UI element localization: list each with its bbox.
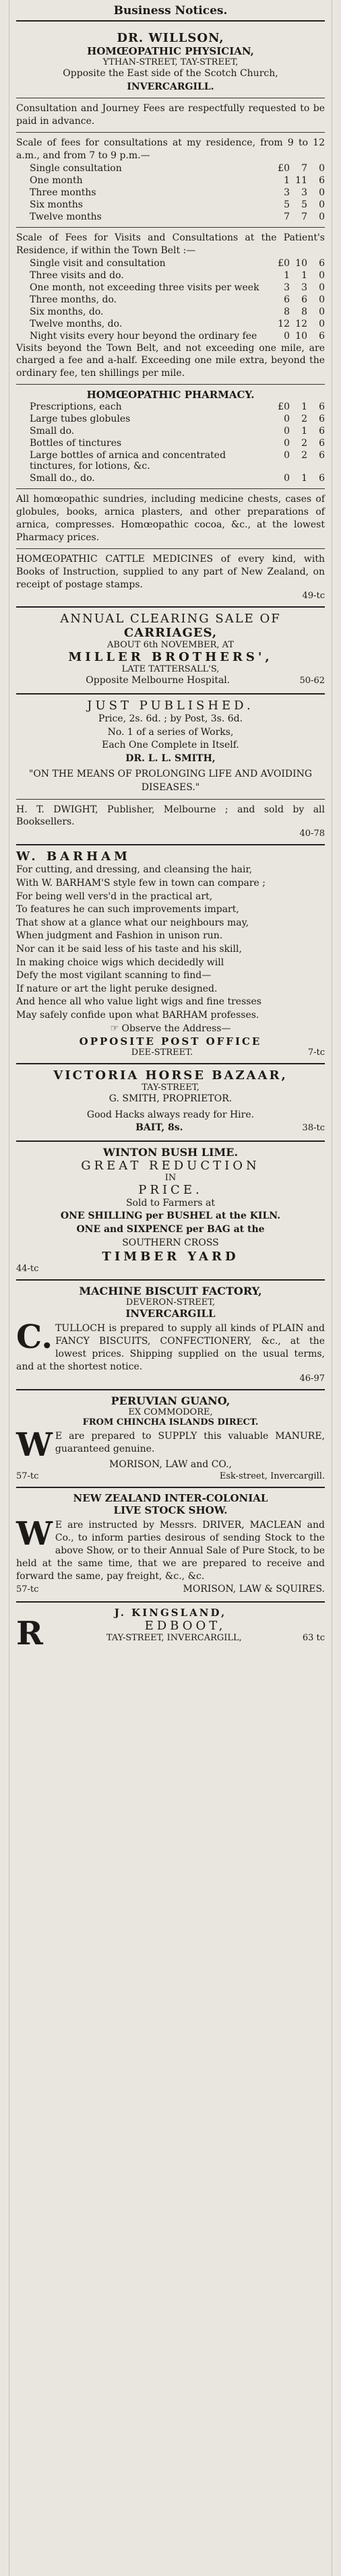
- poem-line: Defy the most vigilant scanning to find—: [16, 970, 212, 981]
- fee-pence: 6: [319, 257, 325, 269]
- dropcap: W: [16, 1515, 53, 1553]
- fee-row: [16, 282, 325, 294]
- fee-pounds: 0: [284, 438, 290, 449]
- fee-pence: 0: [319, 269, 325, 281]
- bazaar-heading: VICTORIA HORSE BAZAAR,: [53, 1068, 288, 1083]
- barham-street: DEE-STREET.: [131, 1048, 193, 1058]
- published-series: No. 1 of a series of Works,: [107, 726, 234, 738]
- fee-shillings: 12: [295, 318, 307, 329]
- lime-southern: SOUTHERN CROSS: [122, 1237, 219, 1248]
- pharmacy-table: [16, 401, 325, 484]
- barham-advert: [16, 845, 325, 1064]
- fee-shillings: 7: [301, 162, 307, 174]
- poem-line: ☞ Observe the Address—: [110, 1023, 231, 1034]
- newspaper-column: [9, 0, 332, 2576]
- fee-shillings: 10: [295, 257, 307, 269]
- poem-line: With W. BARHAM'S style few in town can compare ;: [16, 877, 266, 889]
- fee-label: Twelve months, do.: [30, 318, 123, 329]
- fee-label: Bottles of tinctures: [30, 438, 122, 449]
- fee-pounds: 1: [284, 269, 290, 281]
- advert-reference: 57-tc: [16, 1584, 39, 1595]
- fee-shillings: 3: [301, 282, 307, 293]
- fee-label: One month: [30, 174, 83, 186]
- fee-pounds: 12: [278, 318, 290, 329]
- fee-pounds: 6: [284, 294, 290, 305]
- fee-label: Three visits and do.: [30, 269, 124, 281]
- fee-pounds: 0: [284, 330, 290, 342]
- fee-row: [16, 257, 325, 269]
- fee-pounds: 0: [284, 450, 290, 461]
- willson-town: INVERCARGILL.: [127, 81, 214, 92]
- clearing-line5: LATE TATTERSALL'S,: [121, 664, 220, 675]
- willson-address: YTHAN-STREET, TAY-STREET,: [102, 57, 239, 67]
- fee-row: [16, 211, 325, 223]
- livestock-advert: [16, 1488, 325, 1603]
- livestock-heading2: LIVE STOCK SHOW.: [113, 1504, 228, 1517]
- published-each: Each One Complete in Itself.: [102, 740, 239, 751]
- advert-reference: 49-tc: [302, 591, 325, 602]
- barham-address: OPPOSITE POST OFFICE: [79, 1035, 262, 1048]
- fee-pounds: 0: [284, 473, 290, 484]
- fee-shillings: 1: [301, 269, 307, 281]
- published-author: DR. L. L. SMITH,: [125, 752, 216, 764]
- fee-row: [16, 330, 325, 342]
- fee-row: [16, 199, 325, 211]
- divider: [16, 132, 325, 133]
- lime-heading: WINTON BUSH LIME.: [102, 1145, 239, 1159]
- fee-pounds: 3: [284, 282, 290, 293]
- dropcap: W: [16, 1425, 53, 1464]
- fee-label: Prescriptions, each: [30, 401, 122, 413]
- poem-line: That show at a glance what our neighbours may,: [16, 917, 249, 928]
- fee-pence: 6: [319, 174, 325, 186]
- advert-reference: 40-78: [299, 829, 325, 839]
- divider: [16, 548, 325, 549]
- fee-pence: 0: [319, 162, 325, 174]
- bazaar-street: TAY-STREET,: [142, 1083, 199, 1093]
- fee-pence: 0: [319, 187, 325, 198]
- fee-shillings: 1: [301, 426, 307, 437]
- fee-shillings: 1: [301, 401, 307, 413]
- published-publisher: H. T. DWIGHT, Publisher, Melbourne ; and sold by all Booksellers.: [16, 804, 325, 828]
- advert-reference: 46-97: [299, 1373, 325, 1384]
- fee-label: Six months, do.: [30, 306, 104, 317]
- fee-shillings: 10: [295, 330, 307, 342]
- poem-line: When judgment and Fashion in unison run.: [16, 930, 223, 942]
- willson-sundries: All homœopathic sundries, including medicine chests, cases of globules, books, arnica plasters, and other preparations of arnica, compresses. Homœopathic cocoa, &c., at the lowest Pharmacy prices.: [16, 494, 325, 543]
- biscuit-body: TULLOCH is prepared to supply all kinds of PLAIN and FANCY BISCUITS, CONFECTIONERY, &c., at the lowest prices. Shipping supplied on the usual terms, and at the shortest notice.: [16, 1323, 325, 1372]
- advert-reference: 50-62: [299, 676, 325, 686]
- fee-row: [16, 449, 325, 472]
- fee-shillings: 5: [301, 199, 307, 210]
- fee-row: [16, 162, 325, 174]
- fee-pence: 6: [319, 450, 325, 461]
- fee-label: Night visits every hour beyond the ordinary fee: [30, 330, 257, 342]
- fee-pence: 6: [319, 414, 325, 425]
- lime-in: IN: [164, 1172, 177, 1183]
- fee-label: One month, not exceeding three visits per week: [30, 282, 259, 293]
- guano-heading: PERUVIAN GUANO,: [111, 1394, 230, 1407]
- divider: [16, 799, 325, 800]
- fee-pounds: 3: [284, 187, 290, 198]
- lime-sold: Sold to Farmers at: [125, 1197, 216, 1209]
- bazaar-advert: [16, 1064, 325, 1142]
- fee-pounds: 1: [284, 174, 290, 186]
- biscuit-advert: [16, 1281, 325, 1390]
- fee-pounds: £0: [278, 162, 290, 174]
- guano-ex: EX COMMODORE,: [128, 1407, 213, 1417]
- guano-street: Esk-street, Invercargill.: [219, 1471, 325, 1482]
- fee-label: Small do., do.: [30, 473, 95, 484]
- fee-pounds: 0: [284, 414, 290, 425]
- fee-pence: 6: [319, 426, 325, 437]
- willson-outside-note: Visits beyond the Town Belt, and not exceeding one mile, are charged a fee and a-half. Exceeding one mile extra, beyond the ordinary fee, ten shillings per mile.: [16, 342, 325, 379]
- divider: [16, 488, 325, 489]
- fee-label: Large bottles of arnica and concentrated tinctures, for lotions, &c.: [30, 450, 226, 472]
- livestock-firm: MORISON, LAW & SQUIRES.: [183, 1583, 325, 1595]
- clearing-line2: CARRIAGES,: [123, 626, 218, 641]
- fee-row: [16, 413, 325, 425]
- fee-row: [16, 187, 325, 199]
- guano-body: E are prepared to SUPPLY this valuable MANURE, guaranteed genuine.: [55, 1430, 325, 1454]
- fee-row: [16, 401, 325, 413]
- poem-line: Nor can it be said less of his taste and his skill,: [16, 943, 242, 955]
- biscuit-street: DEVERON-STREET,: [125, 1297, 216, 1308]
- fee-shillings: 7: [301, 211, 307, 222]
- fee-row: [16, 306, 325, 318]
- fee-pounds: 5: [284, 199, 290, 210]
- fee-pounds: 8: [284, 306, 290, 317]
- biscuit-town: INVERCARGILL: [125, 1308, 216, 1320]
- fee-pence: 0: [319, 211, 325, 222]
- willson-name: DR. WILLSON,: [117, 31, 224, 45]
- fee-pounds: 7: [284, 211, 290, 222]
- guano-from: FROM CHINCHA ISLANDS DIRECT.: [82, 1417, 259, 1427]
- advert-reference: 44-tc: [16, 1264, 39, 1275]
- fee-pence: 0: [319, 199, 325, 210]
- section-heading: Business Notices.: [16, 4, 325, 22]
- fee-row: [16, 318, 325, 330]
- fee-row: [16, 174, 325, 187]
- poem-line: If nature or art the light peruke designed.: [16, 983, 218, 994]
- fee-label: Single visit and consultation: [30, 257, 166, 269]
- willson-title: HOMŒOPATHIC PHYSICIAN,: [87, 45, 254, 57]
- fee-label: Single consultation: [30, 162, 122, 174]
- fee-label: Small do.: [30, 426, 75, 437]
- kingsland-boot: EDBOOT,: [144, 1619, 226, 1634]
- fee-label: Large tubes globules: [30, 414, 131, 425]
- poem-line: And hence all who value light wigs and fine tresses: [16, 996, 261, 1008]
- lime-great: GREAT REDUCTION: [81, 1158, 260, 1173]
- published-advert: [16, 695, 325, 845]
- willson-note: Consultation and Journey Fees are respectfully requested to be paid in advance.: [16, 103, 325, 127]
- fee-shillings: 1: [301, 473, 307, 484]
- fee-label: Three months: [30, 187, 96, 198]
- fees-residence-table: [16, 162, 325, 223]
- poem-line: For being well vers'd in the practical art,: [16, 891, 213, 902]
- guano-firm: MORISON, LAW and CO.,: [109, 1458, 232, 1470]
- bazaar-hacks: Good Hacks always ready for Hire.: [86, 1109, 255, 1120]
- kingsland-name: J. KINGSLAND,: [114, 1607, 227, 1619]
- kingsland-street: TAY-STREET, INVERCARGILL,: [106, 1633, 242, 1644]
- advert-reference: 63 tc: [302, 1633, 325, 1644]
- fee-shillings: 2: [301, 450, 307, 461]
- fee-pence: 0: [319, 294, 325, 305]
- fee-label: Three months, do.: [30, 294, 117, 305]
- fee-shillings: 8: [301, 306, 307, 317]
- fee-pence: 0: [319, 306, 325, 317]
- bazaar-proprietor: G. SMITH, PROPRIETOR.: [108, 1093, 232, 1105]
- poem-line: For cutting, and dressing, and cleansing the hair,: [16, 864, 253, 876]
- clearing-line3: ABOUT 6th NOVEMBER, AT: [106, 640, 235, 651]
- divider: [16, 384, 325, 385]
- pharmacy-title: HOMŒOPATHIC PHARMACY.: [86, 389, 255, 401]
- fee-row: [16, 294, 325, 306]
- clearing-line1: ANNUAL CLEARING SALE OF: [60, 612, 281, 626]
- lime-advert: [16, 1142, 325, 1281]
- fee-row: [16, 425, 325, 437]
- fee-row: [16, 269, 325, 282]
- fee-shillings: 3: [301, 187, 307, 198]
- poem-line: May safely confide upon what BARHAM professes.: [16, 1009, 259, 1021]
- guano-advert: [16, 1390, 325, 1489]
- published-heading: JUST PUBLISHED.: [87, 699, 254, 713]
- advert-reference: 38-tc: [302, 1123, 325, 1134]
- dropcap: C.: [16, 1318, 53, 1357]
- lime-timber: TIMBER YARD: [102, 1250, 239, 1264]
- kingsland-advert: [16, 1603, 325, 1653]
- willson-scale-intro: Scale of fees for consultations at my residence, from 9 to 12 a.m., and from 7 to 9 p.m.—: [16, 137, 325, 161]
- fee-shillings: 11: [295, 174, 307, 186]
- clearing-line4: MILLER BROTHERS',: [68, 650, 273, 665]
- poem-line: In making choice wigs which decidedly will: [16, 957, 224, 968]
- barham-poem: [16, 864, 325, 1035]
- fee-pence: 6: [319, 401, 325, 413]
- livestock-heading: NEW ZEALAND INTER-COLONIAL: [73, 1492, 268, 1505]
- poem-line: To features he can such improvements impart,: [16, 904, 239, 915]
- fees-visits-table: [16, 257, 325, 342]
- lime-price: PRICE.: [138, 1182, 203, 1197]
- lime-bag: ONE and SIXPENCE per BAG at the: [76, 1224, 265, 1235]
- fee-pence: 6: [319, 438, 325, 449]
- bazaar-bait: BAIT, 8s.: [135, 1122, 183, 1134]
- advert-reference: 7-tc: [307, 1048, 325, 1058]
- fee-pounds: 0: [284, 426, 290, 437]
- willson-advert: [16, 27, 325, 608]
- willson-visits-intro: Scale of Fees for Visits and Consultations at the Patient's Residence, if within the Town Belt :—: [16, 232, 325, 256]
- fee-shillings: 6: [301, 294, 307, 305]
- fee-label: Twelve months: [30, 211, 102, 222]
- lime-bushel: ONE SHILLING per BUSHEL at the KILN.: [60, 1211, 281, 1222]
- clearing-line6: Opposite Melbourne Hospital.: [86, 675, 230, 686]
- willson-cattle: HOMŒOPATHIC CATTLE MEDICINES of every kind, with Books of Instruction, supplied to any part of New Zealand, on receipt of postage stamps.: [16, 553, 325, 590]
- published-work: "ON THE MEANS OF PROLONGING LIFE AND AVOIDING DISEASES.": [28, 769, 313, 793]
- fee-pounds: £0: [278, 257, 290, 269]
- livestock-body: E are instructed by Messrs. DRIVER, MACLEAN and Co., to inform parties desirous of sending Stock to the above Show, or to their Annual Sale of Pure Stock, to be held at the same time, that we are prepared to receive and forward the same, pay freight, &c., &c.: [16, 1520, 325, 1582]
- fee-shillings: 2: [301, 414, 307, 425]
- biscuit-heading: MACHINE BISCUIT FACTORY,: [79, 1285, 262, 1298]
- fee-pence: 0: [319, 318, 325, 329]
- fee-row: [16, 472, 325, 484]
- divider: [16, 227, 325, 228]
- fee-pence: 6: [319, 473, 325, 484]
- barham-heading: W. BARHAM: [16, 849, 131, 864]
- dropcap: R: [16, 1615, 43, 1653]
- published-price: Price, 2s. 6d. ; by Post, 3s. 6d.: [98, 713, 243, 725]
- advert-reference: 57-tc: [16, 1471, 39, 1482]
- fee-pounds: £0: [278, 401, 290, 413]
- fee-row: [16, 437, 325, 449]
- fee-pence: 0: [319, 282, 325, 293]
- willson-opposite: Opposite the East side of the Scotch Church,: [63, 68, 278, 79]
- clearing-sale-advert: [16, 608, 325, 695]
- fee-pence: 6: [319, 330, 325, 342]
- fee-label: Six months: [30, 199, 83, 210]
- fee-shillings: 2: [301, 438, 307, 449]
